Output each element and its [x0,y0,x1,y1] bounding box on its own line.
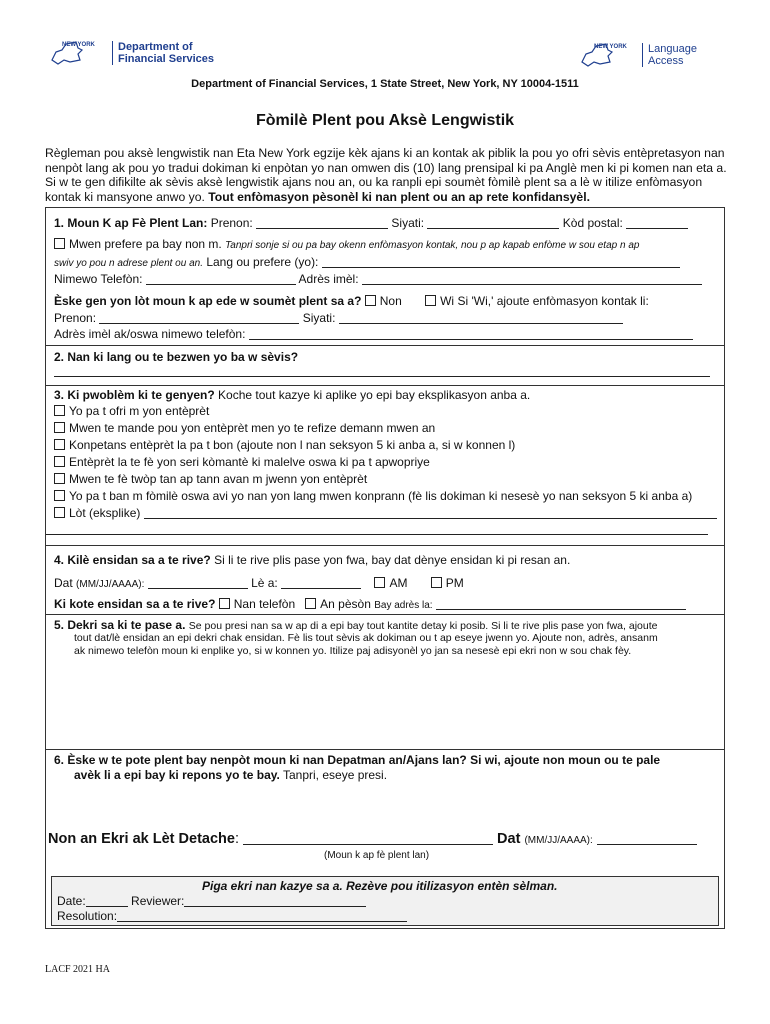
resolution-row [57,909,407,923]
signature-date-format: (MM/JJ/AAAA): [524,835,593,846]
helper-yes-checkbox[interactable] [425,295,436,306]
problem-option [54,438,515,452]
section1-name-row [54,216,688,230]
logo-state-name: NEW YORK [594,44,627,50]
section5-text-line1: Se pou presi nan sa w ap di a epi bay tout kantite detay ki posib. Si li te rive plis pase yon fwa, ajoute [188,620,658,632]
form-title: Fòmilè Plent pou Aksè Lengwistik [255,112,515,129]
incident-location-row [54,597,686,611]
helper-question: Èske gen yon lòt moun k ap ede w soumèt plent sa a? [54,294,362,308]
problem-option [54,404,209,418]
helper-contact-field[interactable] [249,328,693,340]
language-pref-row [54,255,680,269]
resolution-field[interactable] [117,910,407,922]
office-use-box [51,876,719,926]
language-needed-row [54,364,710,378]
problem-checkbox[interactable] [54,456,65,467]
problem-label: Mwen te fè twòp tan ap tann avan m jwenn yon entèprèt [69,472,368,486]
problem-label-other: Lòt (eksplike) [69,506,141,520]
other-explain-field[interactable] [144,507,717,519]
email-field[interactable] [362,273,702,285]
office-date-row [57,894,366,908]
problem-checkbox[interactable] [54,439,65,450]
problem-checkbox[interactable] [54,422,65,433]
section6-heading-line2-row [74,768,387,782]
phone-email-row [54,272,702,286]
section5-header [54,618,657,632]
logo-program-name [642,43,697,67]
helper-first-name-field[interactable] [99,312,299,324]
office-date-label: Date: [57,894,86,908]
helper-contact-label: Adrès imèl ak/oswa nimewo telefòn: [54,327,246,341]
section6-heading-line2: avèk li a epi bay ki repons yo te bay. [74,768,280,782]
reviewer-field[interactable] [184,895,366,907]
zip-field[interactable] [626,217,688,229]
description-area[interactable] [54,668,714,746]
problem-option [54,421,435,435]
anonymous-checkbox[interactable] [54,238,65,249]
divider [46,345,724,346]
prior-complaint-area[interactable] [54,786,714,824]
resolution-label: Resolution: [57,909,118,923]
phone-field[interactable] [146,273,296,285]
location-question: Ki kote ensidan sa a te rive? [54,597,216,611]
problem-checkbox-other[interactable] [54,507,65,518]
helper-question-row [54,294,649,308]
problem-option [54,472,367,486]
divider [46,545,724,546]
printed-name-label: Non an Ekri ak Lèt Detache [48,831,235,847]
logo-program-line1: Language [648,43,697,55]
in-person-label: An pèsòn [320,597,371,611]
helper-contact-row [54,327,693,341]
time-label: Lè a: [251,576,278,590]
first-name-field[interactable] [256,217,388,229]
anonymous-label: Mwen prefere pa bay non m. [69,237,222,251]
other-explain-row2 [54,522,708,536]
phone-checkbox[interactable] [219,598,230,609]
language-needed-field[interactable] [54,365,710,377]
signature-date-label: Dat [497,831,521,847]
helper-name-row [54,311,623,325]
problem-checkbox[interactable] [54,405,65,416]
section4-heading: 4. Kilè ensidan sa a te rive? [54,553,211,567]
section3-heading: 3. Ki pwoblèm ki te genyen? [54,388,215,402]
dfs-logo [48,38,214,68]
section4-instruction: Si li te rive plis pase yon fwa, bay dat dènye ensidan ki pi resan an. [214,553,571,567]
zip-label: Kòd postal: [562,216,623,230]
section5-text-line3: ak nimewo telefòn moun ki enplike yo, si w konnen yo. Itilize paj adisyonèl yo jan sa nesesè epi ekri non w sou chak fèy. [74,645,632,657]
section6-instruction: Tanpri, eseye presi. [283,768,388,782]
section4-header [54,553,570,567]
phone-label: Nimewo Telefòn: [54,272,143,286]
form-code: LACF 2021 HA [45,964,111,975]
helper-no-checkbox[interactable] [365,295,376,306]
problem-label: Konpetans entèprèt la pa t bon (ajoute non l nan seksyon 5 ki anba a, si w konnen l) [69,438,516,452]
divider [46,614,724,615]
problem-option [54,489,692,503]
section1-heading: 1. Moun K ap Fè Plent Lan: [54,216,208,230]
am-checkbox[interactable] [374,577,385,588]
anonymous-row [54,237,639,251]
language-pref-label: Lang ou prefere (yo): [206,255,319,269]
in-person-checkbox[interactable] [305,598,316,609]
signature-row [48,830,697,847]
language-access-logo [578,40,697,70]
anonymous-note-cont: swiv yo pou n adrese plent ou an. [54,258,203,269]
problem-label: Yo pa t ofri m yon entèprèt [69,404,210,418]
section6-heading-line1: 6. Èske w te pote plent bay nenpòt moun ki nan Depatman an/Ajans lan? Si wi, ajoute non moun ou te pale [54,753,661,767]
helper-no-label: Non [379,294,402,308]
office-use-heading: Piga ekri nan kazye sa a. Rezève pou itilizasyon entèn sèlman. [202,879,558,893]
intro-text: Règleman pou aksè lengwistik nan Eta New York egzije kèk ajans ki an kontak ak piblik la pou yo ofri sèvis entèpretasyon nan nenpòt lang ak pou yo tradui dokiman ki enpòtan yo nan omwen dis (10) lang prensipal ki pa Anglè men ki pi komen nan eta a. Si w te gen difikilte ak sèvis aksè lengwistik ajans nou an, ou ka ranpli epi soumèt fòmilè plent sa a lè w itilize enfòmasyon kontak ki mansyone anwo yo. [45,146,727,204]
agency-address: Department of Financial Services, 1 State Street, New York, NY 10004-1511 [191,78,579,90]
pm-checkbox[interactable] [431,577,442,588]
helper-last-name-field[interactable] [339,312,623,324]
phone-option-label: Nan telefòn [233,597,296,611]
incident-time-field[interactable] [281,577,361,589]
reviewer-label: Reviewer: [131,894,185,908]
intro-paragraph [45,146,727,204]
section3-instruction: Koche tout kazye ki aplike yo epi bay eksplikasyon anba a. [218,388,531,402]
section5-heading: 5. Dekri sa ki te pase a. [54,618,186,632]
problem-option [54,455,430,469]
problem-label: Mwen te mande pou yon entèprèt men yo te refize demann mwen an [69,421,436,435]
date-label: Dat [54,576,73,590]
problem-checkbox[interactable] [54,490,65,501]
pm-label: PM [445,576,464,590]
divider [46,385,724,386]
section5-instructions [74,632,658,658]
first-name-label: Prenon: [210,216,253,230]
signature-date-field[interactable] [597,833,697,845]
office-date-field[interactable] [86,895,128,907]
incident-date-field[interactable] [148,577,248,589]
problem-label: Entèprèt la te fè yon seri kòmantè ki malelve oswa ki pa t apwopriye [69,455,430,469]
signature-sub: (Moun k ap fè plent lan) [324,850,430,861]
problem-checkbox[interactable] [54,473,65,484]
divider [46,749,724,750]
helper-yes-note: Si 'Wi,' ajoute enfòmasyon kontak li: [457,294,649,308]
logo-state-name: NEW YORK [62,42,95,48]
section2-heading: 2. Nan ki lang ou te bezwen yo ba w sèvis? [54,350,299,364]
am-label: AM [389,576,408,590]
printed-name-field[interactable] [243,830,493,845]
language-pref-field[interactable] [322,256,680,268]
problem-option-other [54,506,717,520]
problem-label: Yo pa t ban m fòmilè oswa avi yo nan yon lang mwen konprann (fè lis dokiman ki nesesè yo nan seksyon 5 ki anba a) [69,489,693,503]
last-name-label: Siyati: [391,216,425,230]
logo-agency-line1: Department of [118,41,193,53]
address-label: Bay adrès la: [374,600,433,611]
date-format: (MM/JJ/AAAA): [76,579,145,590]
section3-header [54,388,530,402]
incident-address-field[interactable] [436,598,686,610]
section5-text-line2: tout dat/lè ensidan an epi dekri chak ensidan. Fè lis tout sèvis ak dokiman ou t ap eseye jwenn yo. Ajoute non, adrès, ansanm [74,632,658,644]
complaint-form [45,207,725,929]
incident-date-row [54,576,464,590]
helper-last-name-label: Siyati: [302,311,336,325]
intro-confidential-note: Tout enfòmasyon pèsonèl ki nan plent ou an ap rete konfidansyèl. [208,189,590,204]
email-label: Adrès imèl: [298,272,359,286]
logo-agency-line2: Financial Services [118,53,214,65]
logo-program-line2: Access [648,55,684,67]
other-explain-field2[interactable] [46,523,708,535]
helper-first-name-label: Prenon: [54,311,97,325]
logo-agency-name [112,41,214,65]
last-name-field[interactable] [427,217,559,229]
helper-yes-label: Wi [440,294,455,308]
anonymous-note: Tanpri sonje si ou pa bay okenn enfòmasyon kontak, nou p ap kapab enfòme w sou etap n ap [225,240,640,251]
printed-name-colon: : [234,831,239,847]
